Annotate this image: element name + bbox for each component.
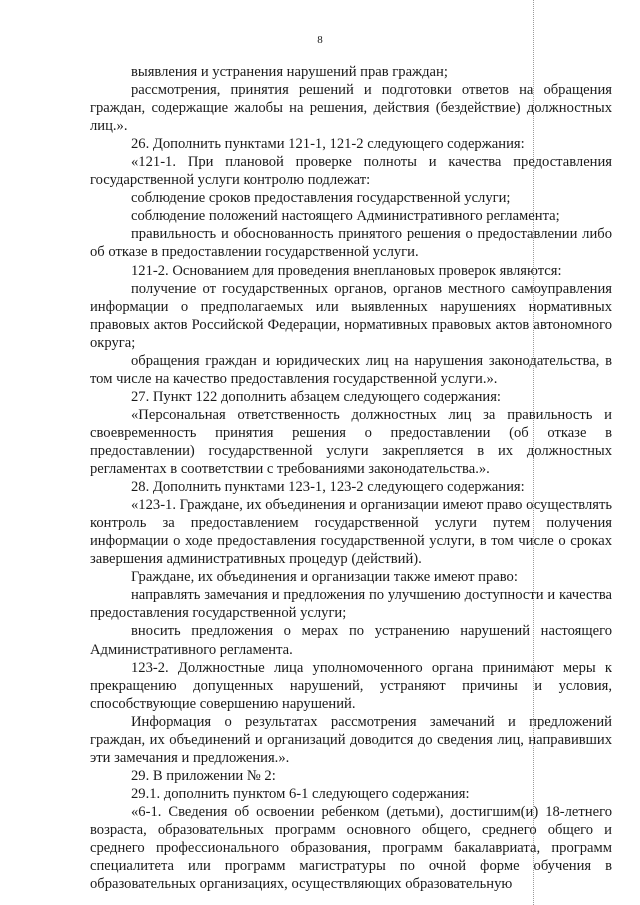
document-body bbox=[90, 63, 612, 893]
paragraph: 123-2. Должностные лица уполномоченного органа принимают меры к прекращению допущенных нарушений, устраняют причины и условия, способствующие совершению нарушений. bbox=[90, 659, 612, 712]
paragraph: Граждане, их объединения и организации также имеют право: bbox=[131, 569, 518, 586]
paragraph: обращения граждан и юридических лиц на нарушения законодательства, в том числе на качество предоставления государственной услуги.». bbox=[90, 352, 612, 387]
paragraph: «Персональная ответственность должностных лиц за правильность и своевременность принятия решения о предоставлении (об отказе в предоставлении) государственной услуги закрепляется в их должностных регламентах в соответствии с требованиями законодательства.». bbox=[90, 406, 612, 478]
paragraph: 29. В приложении № 2: bbox=[131, 767, 276, 784]
paragraph: соблюдение положений настоящего Административного регламента; bbox=[131, 208, 560, 225]
paragraph: направлять замечания и предложения по улучшению доступности и качества предоставления государственной услуги; bbox=[90, 587, 612, 622]
paragraph: выявления и устранения нарушений прав граждан; bbox=[131, 64, 448, 80]
paragraph: рассмотрения, принятия решений и подготовки ответов на обращения граждан, содержащие жалобы на решения, действия (бездействие) должностных лиц.». bbox=[90, 82, 612, 135]
paragraph: 26. Дополнить пунктами 121-1, 121-2 следующего содержания: bbox=[131, 136, 525, 153]
paragraph: «121-1. При плановой проверке полноты и качества предоставления государственной услуги контролю подлежат: bbox=[90, 154, 612, 189]
paragraph: «123-1. Граждане, их объединения и организации имеют право осуществлять контроль за предоставлением государственной услуги путем получения информации о ходе предоставления государственной услуги, в том числе о сроках завершения административных процедур (действий). bbox=[90, 497, 612, 568]
paragraph: правильность и обоснованность принятого решения о предоставлении либо об отказе в предоставлении государственной услуги. bbox=[90, 226, 612, 261]
paragraph: 27. Пункт 122 дополнить абзацем следующего содержания: bbox=[131, 388, 501, 405]
paragraph: 28. Дополнить пунктами 123-1, 123-2 следующего содержания: bbox=[131, 479, 525, 496]
page-number: 8 bbox=[317, 34, 323, 46]
paragraph: 29.1. дополнить пунктом 6-1 следующего содержания: bbox=[131, 785, 470, 802]
paragraph: «6-1. Сведения об освоении ребенком (детьми), достигшим(и) 18-летнего возраста, образовательных программ основного общего, среднего общего и среднего профессионального образования, программ бакалавриата, программ специалитета или программ магистратуры по очной форме обучения в образовательных организациях, осуществляющих образовательную bbox=[90, 803, 612, 893]
paragraph: вносить предложения о мерах по устранению нарушений настоящего Административного регламента. bbox=[90, 623, 612, 658]
paragraph: Информация о результатах рассмотрения замечаний и предложений граждан, их объединений и организаций доводится до сведения лиц, направивших эти замечания и предложения.». bbox=[90, 713, 612, 766]
paragraph: соблюдение сроков предоставления государственной услуги; bbox=[131, 190, 511, 207]
paragraph: 121-2. Основанием для проведения внеплановых проверок являются: bbox=[131, 262, 562, 279]
paragraph: получение от государственных органов, органов местного самоуправления информации о предполагаемых или выявленных нарушениях нормативных правовых актов Российской Федерации, нормативных правовых актов автономного округа; bbox=[90, 280, 612, 351]
